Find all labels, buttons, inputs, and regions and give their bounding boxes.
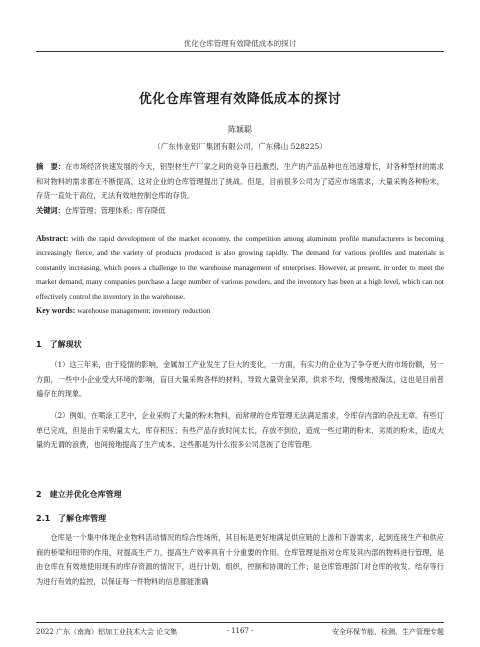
section-2-heading: 2 建立并优化仓库管理 bbox=[36, 490, 122, 499]
section-1-heading: 1 了解现状 bbox=[36, 340, 82, 349]
abstract-cn-label: 摘 要： bbox=[36, 162, 66, 171]
keywords-cn bbox=[36, 204, 444, 219]
section-1-para-1: （1）这三年来，由于疫情的影响，金属加工产业发生了巨大的变化，一方面，有实力的企业为了争夺更大的市场份额，另一方面，一些中小企业受大环境的影响，盲目大量采购各样的材料，导致大量资金呆滞，供求不均，慢慢地被淘汰，这也是目前普遍存在的现象。 bbox=[36, 360, 444, 399]
running-header: 优化仓库管理有效降低成本的探讨 bbox=[183, 39, 297, 48]
section-2-1-heading: 2.1 了解仓库管理 bbox=[36, 514, 107, 523]
abstract-en bbox=[36, 232, 444, 304]
footer-right: 安全环保节能、检测、生产管理专题 bbox=[332, 628, 444, 636]
footer-rule bbox=[36, 622, 444, 623]
keywords-en-text: warehouse management; inventory reduction bbox=[77, 306, 211, 315]
paper-title: 优化仓库管理有效降低成本的探讨 bbox=[138, 92, 342, 107]
keywords-cn-label: 关键词： bbox=[36, 206, 65, 215]
section-2-1-para-1: 仓库是一个集中体现企业物料活动情况的综合性场所，其目标是更好地满足供应链的上游和下游需求，起到连接生产和供应商的桥梁和纽带的作用，对提高生产力，提高生产效率具有十分重要的作用。仓库管理是指对仓库及其内部的物料进行管理，是由仓库在有效地使用现有的库存资源的情况下，进行计划、组织、控制和协调的工作；是仓库管理部门对仓库的收发、结存等行为进行有效的监控，以保证每一件物料的信息都能准确 bbox=[36, 533, 444, 586]
abstract-en-text: with the rapid development of the market economy, the competition among aluminum profile manufacturers is becoming increasingly fierce, and the variety of products produced is also growing rapidly. The demand for various profiles and materials is constantly increasing, which poses a challenge to the warehouse management of enterprises. However, at present, in order to meet the market demand, many companies purchase a large number of various powders, and the inventory has been at a high level, which can not effectively control the inventory in the warehouse. bbox=[36, 234, 444, 301]
author-name: 陈颖聪 bbox=[228, 125, 252, 134]
keywords-cn-text: 仓库管理；管理体系；库存降低 bbox=[64, 206, 166, 215]
page-number: - 1167 - bbox=[226, 627, 254, 635]
abstract-cn bbox=[36, 160, 444, 204]
abstract-en-label: Abstract: bbox=[36, 234, 69, 243]
section-1-para-2: （2）例如，在喷涂工艺中，企业采购了大量的粉末物料，而常规的仓库管理无法满足需求，令库存内部的杂乱无章。有些订单已完成，但是由于采购量太大，库存积压；有些产品存放时间太长，存放不到位，造成一些过期的粉末，劣质的粉末，造成大量的无谓的浪费，也间接地提高了生产成本。这些都是为什么很多公司忽视了仓库管理。 bbox=[36, 411, 444, 450]
keywords-en-label: Key words: bbox=[36, 306, 76, 315]
keywords-en bbox=[36, 304, 444, 318]
footer-left: 2022 广东（南海）铝加工业技术大会 论文集 bbox=[36, 628, 178, 636]
abstract-cn-text: 在市场经济快速发展的今天，铝型材生产厂家之间的竞争日趋激烈，生产的产品品种也在迅速增长，对各种型材的需求和对物料的需求都在不断提高，这对企业的仓库管理提出了挑战。但是，目前很多公司为了适应市场需求，大量采购各种粉末，存货一直处于高位，无法有效地控制仓库的存货。 bbox=[36, 162, 444, 201]
author-affiliation: （广东伟业铝厂集团有限公司，广东佛山 528225） bbox=[153, 142, 327, 151]
header-rule bbox=[36, 51, 444, 52]
